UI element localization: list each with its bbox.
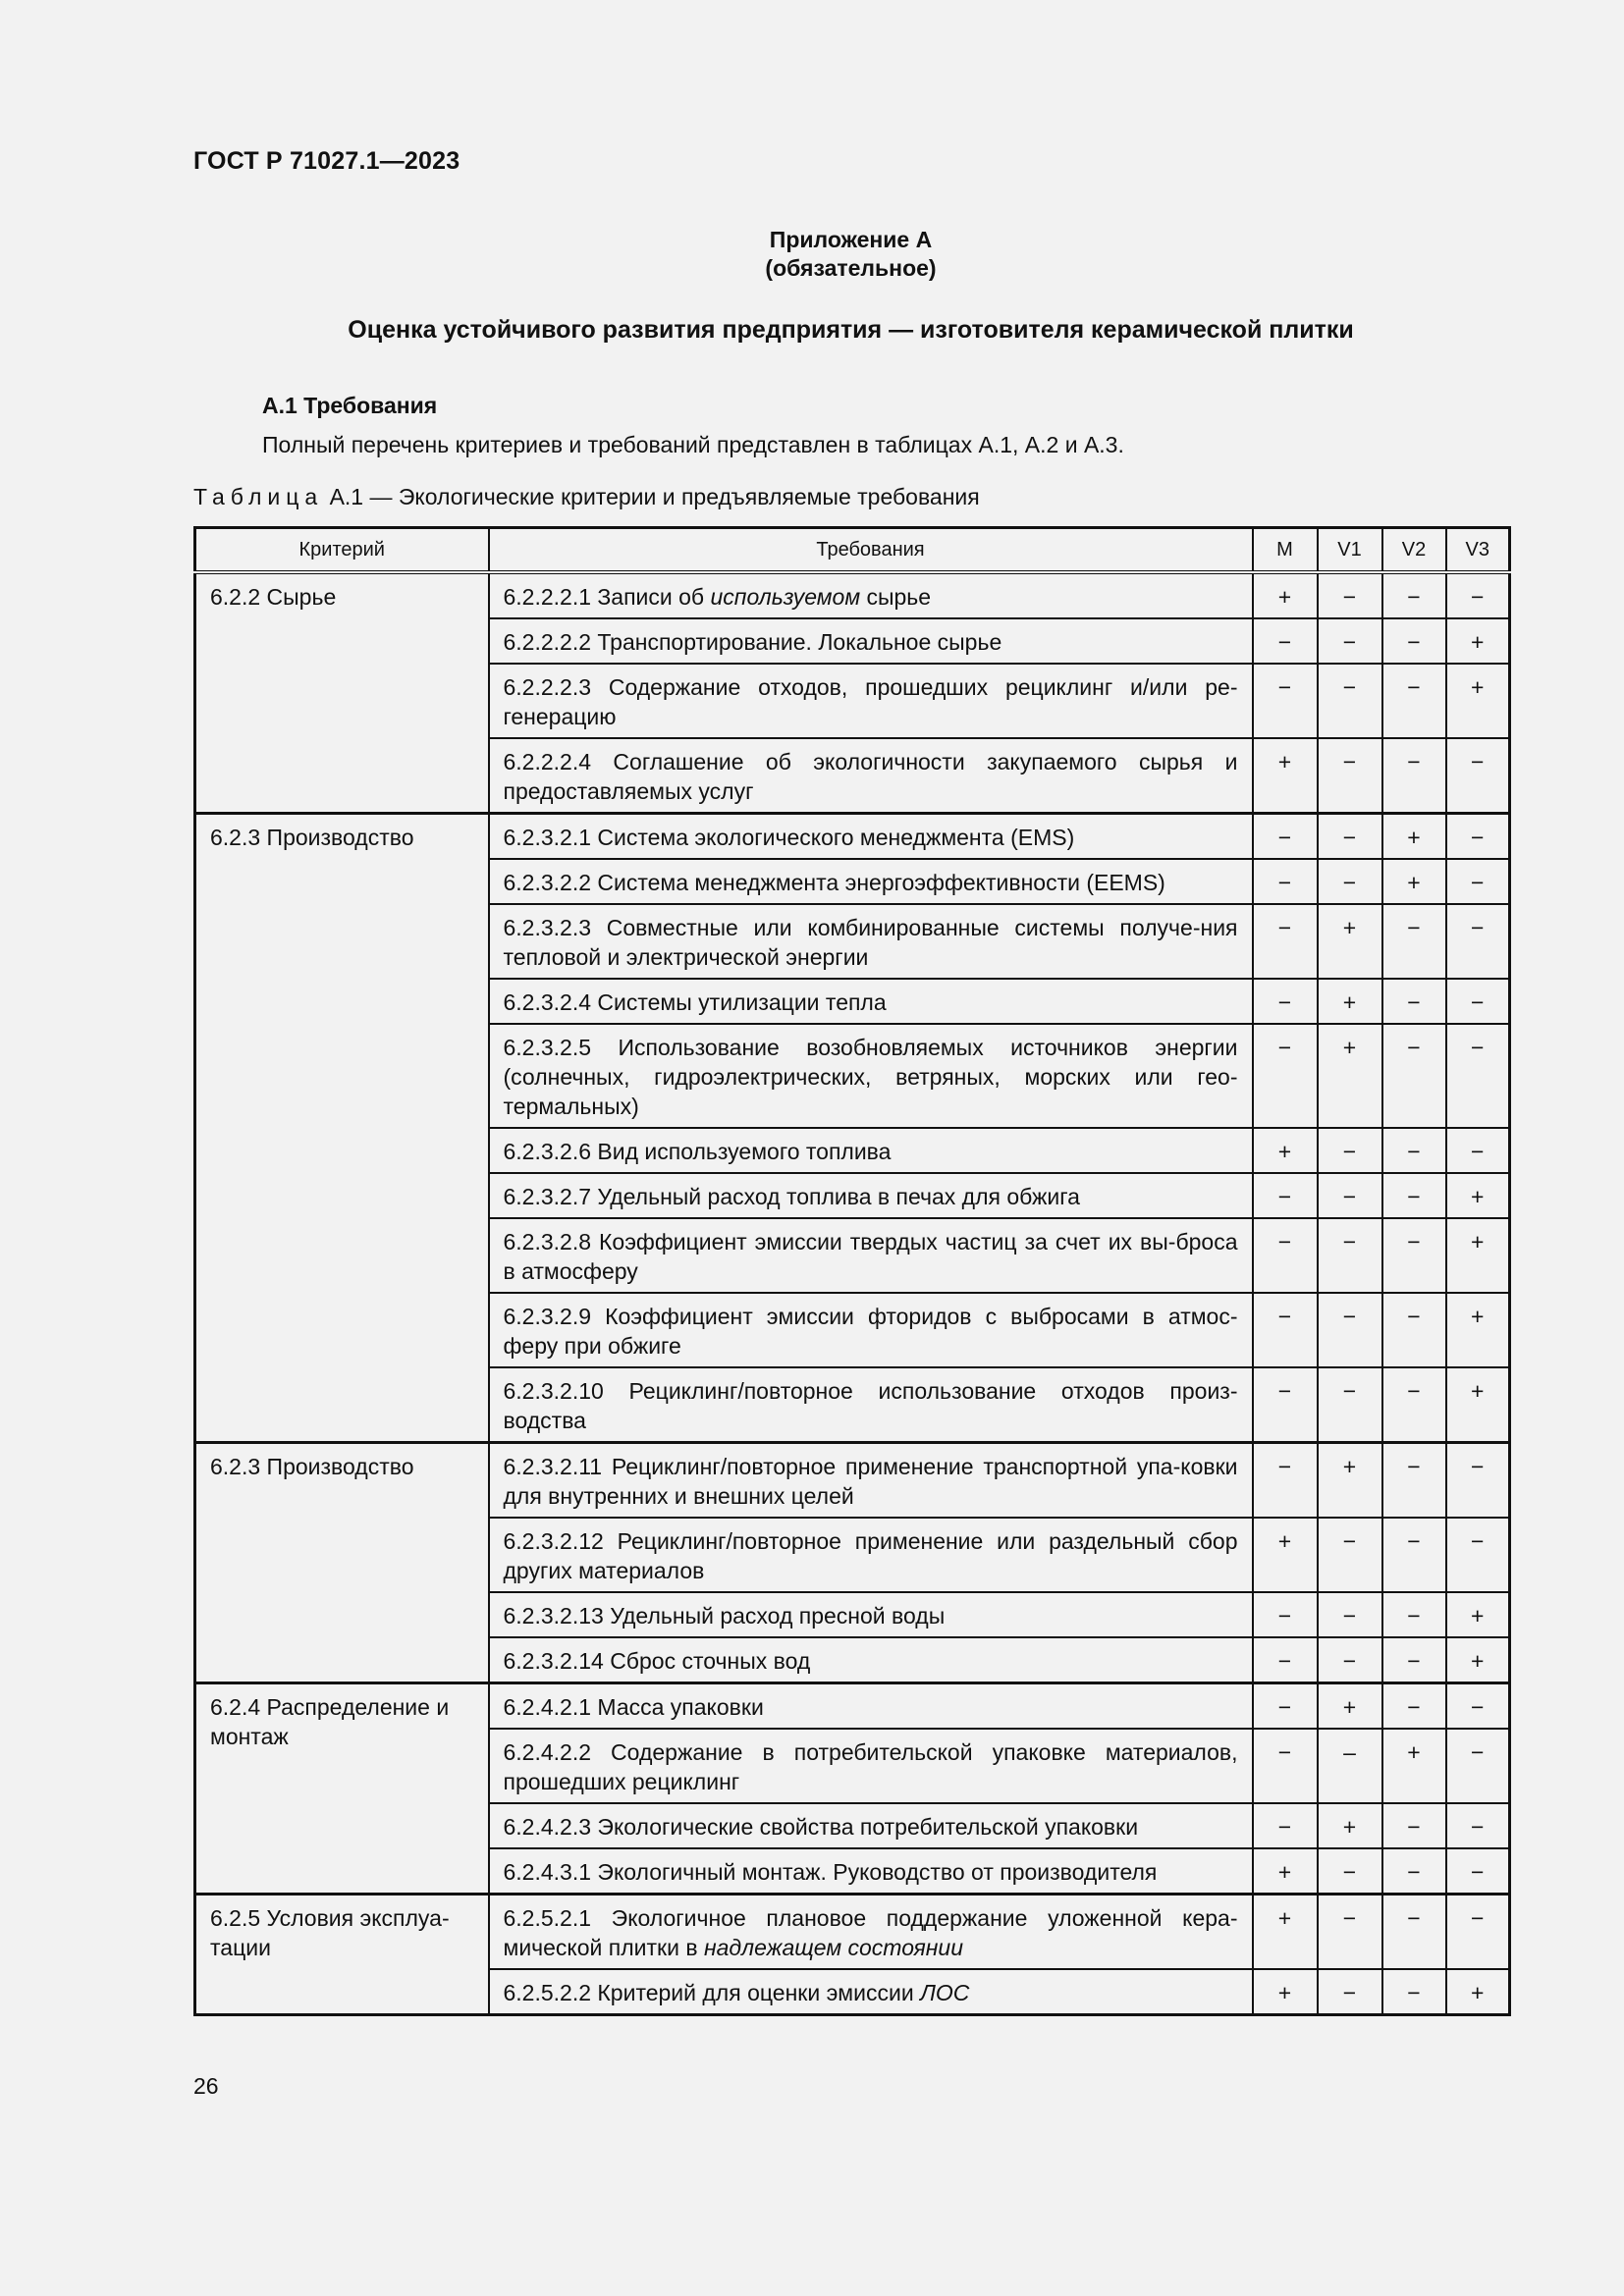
requirement-cell: 6.2.4.2.1 Масса упаковки xyxy=(489,1683,1253,1730)
mark-v2-cell: − xyxy=(1382,1592,1446,1637)
mark-v1-cell: − xyxy=(1318,1173,1382,1218)
table-row xyxy=(195,1683,1510,1730)
mark-m-cell: − xyxy=(1253,1293,1318,1367)
mark-m-cell: + xyxy=(1253,1969,1318,2015)
mark-v3-cell: − xyxy=(1446,1518,1510,1592)
mark-v3-cell: − xyxy=(1446,1895,1510,1970)
mark-m-cell: + xyxy=(1253,1518,1318,1592)
mark-v3-cell: + xyxy=(1446,1637,1510,1683)
mark-v3-cell: + xyxy=(1446,1592,1510,1637)
header-requirements: Требования xyxy=(489,528,1253,573)
mark-v1-cell: − xyxy=(1318,814,1382,860)
mark-v3-cell: + xyxy=(1446,1293,1510,1367)
mark-v3-cell: − xyxy=(1446,1683,1510,1730)
requirement-cell: 6.2.3.2.13 Удельный расход пресной воды xyxy=(489,1592,1253,1637)
mark-v3-cell: + xyxy=(1446,664,1510,738)
mark-v1-cell: − xyxy=(1318,1969,1382,2015)
mark-m-cell: − xyxy=(1253,1729,1318,1803)
mark-m-cell: − xyxy=(1253,1592,1318,1637)
table-row xyxy=(195,1895,1510,1970)
mark-m-cell: − xyxy=(1253,979,1318,1024)
requirement-cell: 6.2.2.2.2 Транспортирование. Локальное сырье xyxy=(489,618,1253,664)
mark-m-cell: − xyxy=(1253,1218,1318,1293)
requirement-cell: 6.2.3.2.14 Сброс сточных вод xyxy=(489,1637,1253,1683)
table-header-row xyxy=(195,528,1510,573)
mark-m-cell: − xyxy=(1253,1367,1318,1443)
requirement-cell: 6.2.3.2.7 Удельный расход топлива в печах для обжига xyxy=(489,1173,1253,1218)
mark-v1-cell: − xyxy=(1318,1637,1382,1683)
appendix-status: (обязательное) xyxy=(765,255,937,281)
criterion-cell: 6.2.3 Производство xyxy=(195,1443,489,1683)
mark-v2-cell: − xyxy=(1382,1024,1446,1128)
mark-v1-cell: − xyxy=(1318,1128,1382,1173)
appendix-title: Приложение А xyxy=(769,227,933,252)
criterion-cell: 6.2.2 Сырье xyxy=(195,572,489,814)
requirement-cell: 6.2.5.2.2 Критерий для оценки эмиссии ЛОС xyxy=(489,1969,1253,2015)
mark-v2-cell: − xyxy=(1382,572,1446,618)
mark-v2-cell: − xyxy=(1382,664,1446,738)
table-caption-text: А.1 — Экологические критерии и предъявляемые требования xyxy=(329,484,980,509)
mark-v3-cell: − xyxy=(1446,1803,1510,1848)
mark-v1-cell: − xyxy=(1318,1895,1382,1970)
mark-v1-cell: − xyxy=(1318,1848,1382,1895)
mark-v1-cell: + xyxy=(1318,904,1382,979)
header-v2: V2 xyxy=(1382,528,1446,573)
mark-v2-cell: − xyxy=(1382,1443,1446,1519)
main-title: Оценка устойчивого развития предприятия — изготовителя керамической плитки xyxy=(348,316,1354,344)
mark-v3-cell: − xyxy=(1446,1848,1510,1895)
mark-v3-cell: − xyxy=(1446,1128,1510,1173)
mark-v3-cell: − xyxy=(1446,1729,1510,1803)
mark-v2-cell: − xyxy=(1382,1895,1446,1970)
requirement-cell: 6.2.3.2.5 Использование возобновляемых источников энергии (солнечных, гидроэлектрических, ветряных, морских или гео-термальных) xyxy=(489,1024,1253,1128)
mark-v1-cell: + xyxy=(1318,1803,1382,1848)
mark-m-cell: + xyxy=(1253,1848,1318,1895)
mark-v2-cell: − xyxy=(1382,1518,1446,1592)
mark-v2-cell: − xyxy=(1382,618,1446,664)
criteria-table xyxy=(193,526,1511,2016)
mark-v3-cell: + xyxy=(1446,618,1510,664)
mark-v1-cell: − xyxy=(1318,664,1382,738)
mark-m-cell: − xyxy=(1253,904,1318,979)
requirement-cell: 6.2.3.2.10 Рециклинг/повторное использование отходов произ-водства xyxy=(489,1367,1253,1443)
document-id: ГОСТ Р 71027.1—2023 xyxy=(193,147,460,175)
mark-v2-cell: − xyxy=(1382,1218,1446,1293)
mark-v2-cell: − xyxy=(1382,1969,1446,2015)
mark-v2-cell: + xyxy=(1382,859,1446,904)
mark-v1-cell: − xyxy=(1318,1218,1382,1293)
mark-m-cell: − xyxy=(1253,664,1318,738)
mark-m-cell: − xyxy=(1253,1173,1318,1218)
criterion-cell: 6.2.3 Производство xyxy=(195,814,489,1443)
table-row xyxy=(195,1443,1510,1519)
mark-v1-cell: − xyxy=(1318,738,1382,814)
table-row xyxy=(195,572,1510,618)
mark-m-cell: + xyxy=(1253,1895,1318,1970)
section-text: Полный перечень критериев и требований представлен в таблицах А.1, А.2 и А.3. xyxy=(262,432,1124,457)
mark-v3-cell: − xyxy=(1446,904,1510,979)
requirement-cell: 6.2.4.3.1 Экологичный монтаж. Руководство от производителя xyxy=(489,1848,1253,1895)
table-caption xyxy=(193,484,980,510)
table-body xyxy=(195,572,1510,2015)
mark-v3-cell: + xyxy=(1446,1173,1510,1218)
mark-v1-cell: – xyxy=(1318,1729,1382,1803)
mark-v1-cell: + xyxy=(1318,1443,1382,1519)
requirement-cell: 6.2.3.2.8 Коэффициент эмиссии твердых частиц за счет их вы-броса в атмосферу xyxy=(489,1218,1253,1293)
mark-m-cell: − xyxy=(1253,1803,1318,1848)
requirement-cell: 6.2.5.2.1 Экологичное плановое поддержание уложенной кера-мической плитки в надлежащем состоянии xyxy=(489,1895,1253,1970)
mark-m-cell: − xyxy=(1253,1443,1318,1519)
criterion-cell: 6.2.5 Условия эксплуа-тации xyxy=(195,1895,489,2015)
requirement-cell: 6.2.4.2.2 Содержание в потребительской упаковке материалов, прошедших рециклинг xyxy=(489,1729,1253,1803)
page-number: 26 xyxy=(193,2073,219,2099)
requirement-cell: 6.2.3.2.9 Коэффициент эмиссии фторидов с выбросами в атмос-феру при обжиге xyxy=(489,1293,1253,1367)
mark-v3-cell: + xyxy=(1446,1969,1510,2015)
requirement-cell: 6.2.3.2.6 Вид используемого топлива xyxy=(489,1128,1253,1173)
section-heading: А.1 Требования xyxy=(262,393,438,418)
mark-m-cell: − xyxy=(1253,1024,1318,1128)
mark-v1-cell: + xyxy=(1318,1024,1382,1128)
mark-v3-cell: − xyxy=(1446,572,1510,618)
mark-v2-cell: − xyxy=(1382,904,1446,979)
mark-v3-cell: − xyxy=(1446,1024,1510,1128)
mark-v1-cell: + xyxy=(1318,1683,1382,1730)
mark-v3-cell: + xyxy=(1446,1218,1510,1293)
requirement-cell: 6.2.4.2.3 Экологические свойства потребительской упаковки xyxy=(489,1803,1253,1848)
mark-m-cell: − xyxy=(1253,859,1318,904)
mark-v1-cell: − xyxy=(1318,1293,1382,1367)
mark-v1-cell: − xyxy=(1318,572,1382,618)
mark-m-cell: − xyxy=(1253,1637,1318,1683)
mark-v2-cell: − xyxy=(1382,1293,1446,1367)
requirement-cell: 6.2.3.2.4 Системы утилизации тепла xyxy=(489,979,1253,1024)
mark-m-cell: + xyxy=(1253,1128,1318,1173)
requirement-cell: 6.2.2.2.4 Соглашение об экологичности закупаемого сырья и предоставляемых услуг xyxy=(489,738,1253,814)
mark-v3-cell: − xyxy=(1446,738,1510,814)
mark-m-cell: − xyxy=(1253,1683,1318,1730)
table-row xyxy=(195,814,1510,860)
mark-v1-cell: − xyxy=(1318,1592,1382,1637)
mark-v1-cell: − xyxy=(1318,618,1382,664)
mark-v2-cell: − xyxy=(1382,738,1446,814)
appendix-heading xyxy=(193,226,1508,283)
mark-v1-cell: − xyxy=(1318,859,1382,904)
mark-v3-cell: − xyxy=(1446,814,1510,860)
mark-v3-cell: − xyxy=(1446,859,1510,904)
mark-v3-cell: − xyxy=(1446,979,1510,1024)
mark-m-cell: + xyxy=(1253,738,1318,814)
requirement-cell: 6.2.3.2.11 Рециклинг/повторное применение транспортной упа-ковки для внутренних и внешних целей xyxy=(489,1443,1253,1519)
mark-v3-cell: + xyxy=(1446,1367,1510,1443)
requirement-cell: 6.2.3.2.1 Система экологического менеджмента (EMS) xyxy=(489,814,1253,860)
mark-v3-cell: − xyxy=(1446,1443,1510,1519)
mark-v1-cell: − xyxy=(1318,1367,1382,1443)
header-v1: V1 xyxy=(1318,528,1382,573)
requirement-cell: 6.2.3.2.12 Рециклинг/повторное применение или раздельный сбор других материалов xyxy=(489,1518,1253,1592)
mark-v2-cell: − xyxy=(1382,1173,1446,1218)
mark-v2-cell: − xyxy=(1382,1848,1446,1895)
mark-v1-cell: + xyxy=(1318,979,1382,1024)
mark-v2-cell: − xyxy=(1382,1683,1446,1730)
mark-v2-cell: + xyxy=(1382,814,1446,860)
mark-v2-cell: − xyxy=(1382,1803,1446,1848)
mark-v2-cell: + xyxy=(1382,1729,1446,1803)
mark-v2-cell: − xyxy=(1382,1367,1446,1443)
header-m: M xyxy=(1253,528,1318,573)
mark-v2-cell: − xyxy=(1382,979,1446,1024)
header-v3: V3 xyxy=(1446,528,1510,573)
criterion-cell: 6.2.4 Распределение и монтаж xyxy=(195,1683,489,1895)
requirement-cell: 6.2.3.2.3 Совместные или комбинированные системы получе-ния тепловой и электрической энергии xyxy=(489,904,1253,979)
requirement-cell: 6.2.2.2.3 Содержание отходов, прошедших рециклинг и/или ре-генерацию xyxy=(489,664,1253,738)
header-criterion: Критерий xyxy=(195,528,489,573)
table-caption-label: Таблица xyxy=(193,484,324,509)
mark-m-cell: − xyxy=(1253,618,1318,664)
mark-m-cell: − xyxy=(1253,814,1318,860)
mark-v2-cell: − xyxy=(1382,1128,1446,1173)
mark-m-cell: + xyxy=(1253,572,1318,618)
mark-v2-cell: − xyxy=(1382,1637,1446,1683)
requirement-cell: 6.2.3.2.2 Система менеджмента энергоэффективности (EEMS) xyxy=(489,859,1253,904)
requirement-cell: 6.2.2.2.1 Записи об используемом сырье xyxy=(489,572,1253,618)
mark-v1-cell: − xyxy=(1318,1518,1382,1592)
